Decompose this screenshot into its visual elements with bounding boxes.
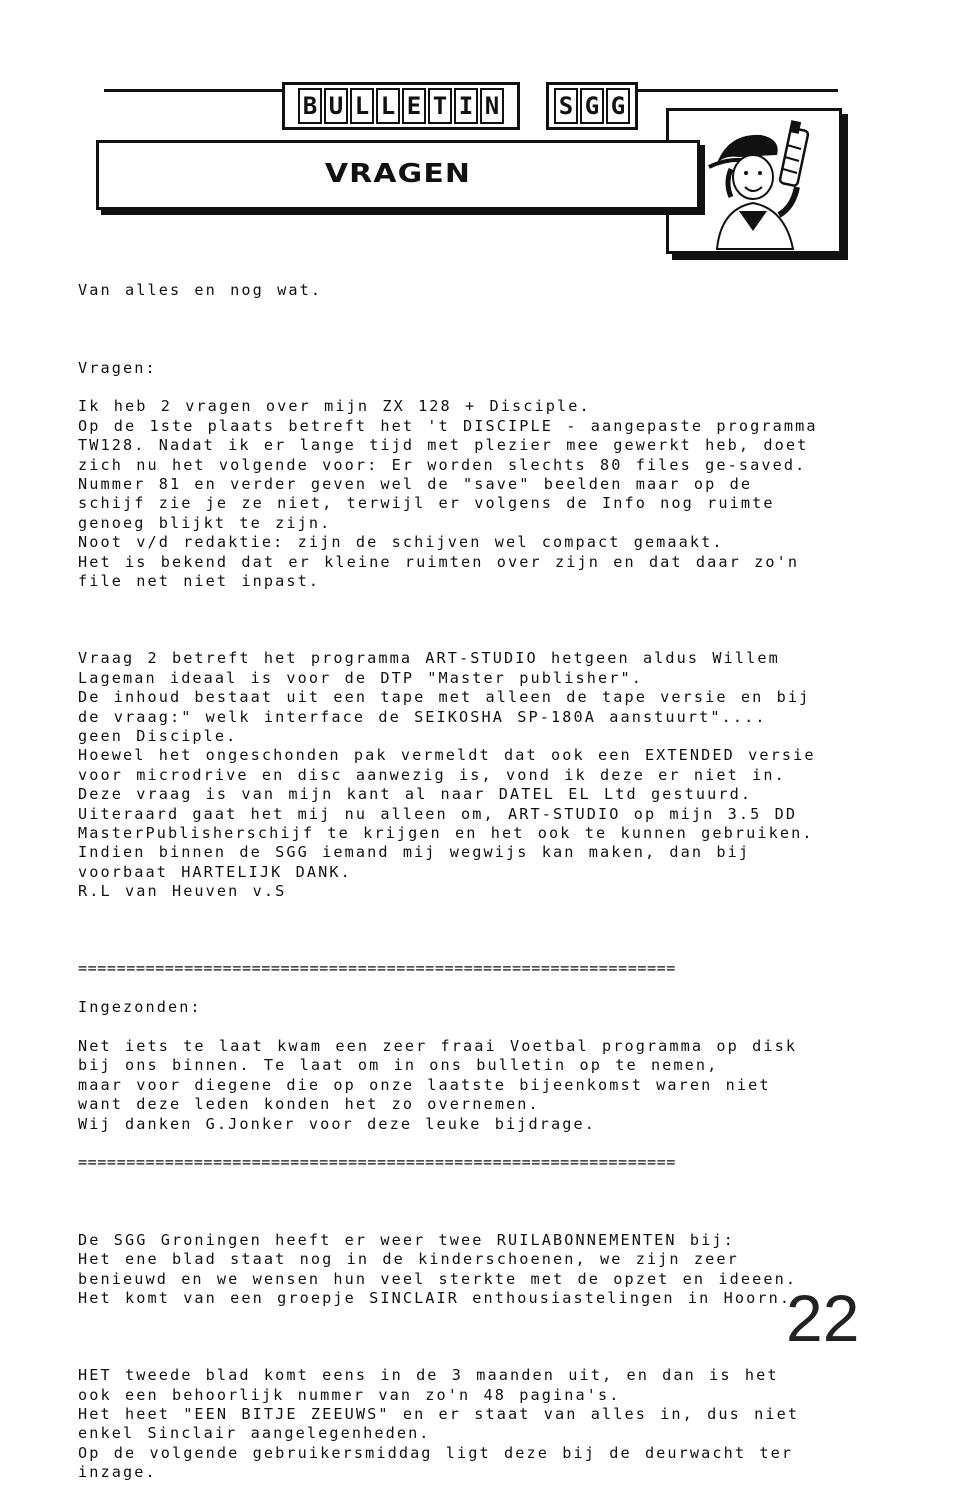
header-rule-left [104,89,284,92]
bulletin-logo [282,82,520,130]
logo-letter: I [454,88,478,124]
paragraph-gap [78,611,838,630]
sgg-logo [546,82,638,130]
logo-letter: T [428,88,452,124]
paragraph-gap [78,320,838,339]
vragen-paragraph-1: Ik heb 2 vragen over mijn ZX 128 + Disciple. Op de 1ste plaats betreft het 't DISCIPLE - aangepaste programma TW128. Nadat ik er lange tijd met plezier mee gewerkt heb, doet zich nu het volgende voor: Er worden slechts 80 files ge-saved. Nummer 81 en verder geven wel de "save" beelden maar op de schijf zie je ze niet, terwijl er volgens de Info nog ruimte genoeg blijkt te zijn. Noot v/d redaktie: zijn de schijven wel compact gemaakt. Het is bekend dat er kleine ruimten over zijn en dat daar zo'n file net niet inpast. [78,397,818,591]
ingezonden-heading: Ingezonden: [78,998,202,1017]
logo-letter: N [480,88,504,124]
section-header-box [96,140,700,210]
logo-letter: L [376,88,400,124]
ruilabonnementen-paragraph-1: De SGG Groningen heeft er weer twee RUILABONNEMENTEN bij: Het ene blad staat nog in de kinderschoenen, we zijn zeer benieuwd en we wensen hun veel sterkte met de opzet en ideeen. Het komt van een groepje SINCLAIR enthousiastelingen in Hoorn. [78,1230,798,1307]
logo-letter: E [402,88,426,124]
logo-letter: B [298,88,322,124]
ingezonden-paragraph: Net iets te laat kwam een zeer fraai Voetbal programma op disk bij ons binnen. Te laat om in ons bulletin op te nemen, maar voor diegene die op onze laatste bijeenkomst waren niet want deze leden konden het zo overnemen. Wij danken G.Jonker voor deze leuke bijdrage. [78,1037,798,1133]
logo-letter: L [350,88,374,124]
paragraph-gap [78,921,838,940]
page-number: 22 [786,1281,860,1355]
paragraph-gap [78,1192,838,1211]
logo-letter: U [324,88,348,124]
header-rule-right [634,89,838,92]
separator-line: ============================================================== [78,1153,676,1172]
logo-letter: S [554,88,578,124]
vragen-paragraph-2: Vraag 2 betreft het programma ART-STUDIO hetgeen aldus Willem Lageman ideaal is voor de DTP "Master publisher". De inhoud bestaat uit een tape met alleen de tape versie en bij de vraag:" welk interface de SEIKOSHA SP-180A aanstuurt".... geen Disciple. Hoewel het ongeschonden pak vermeldt dat ook een EXTENDED versie voor microdrive en disc aanwezig is, vond ik deze er niet in. Deze vraag is van mijn kant al naar DATEL EL Ltd gestuurd. Uiteraard gaat het mij nu alleen om, ART-STUDIO op mijn 3.5 DD MasterPublisherschijf te krijgen en het ook te kunnen gebruiken. Indien binnen de SGG iemand mij wegwijs kan maken, dan bij voorbaat HARTELIJK DANK. R.L van Heuven v.S [78,649,816,901]
ruilabonnementen-paragraph-2: HET tweede blad komt eens in de 3 maanden uit, en dan is het ook een behoorlijk nummer van zo'n 48 pagina's. Het heet "EEN BITJE ZEEUWS" en er staat van alles in, dus niet enkel Sinclair aangelegenheden. Op de volgende gebruikersmiddag ligt deze bij de deurwacht ter inzage. [78,1366,800,1482]
vragen-heading: Vragen: [78,358,157,377]
paragraph-gap [78,1328,838,1347]
separator-line: ============================================================== [78,959,676,978]
header [0,0,970,270]
logo-letter: G [606,88,630,124]
article-body [78,262,838,1502]
intro-line: Van alles en nog wat. [78,281,323,300]
logo-letter: G [580,88,604,124]
section-title: VRAGEN [324,159,472,189]
